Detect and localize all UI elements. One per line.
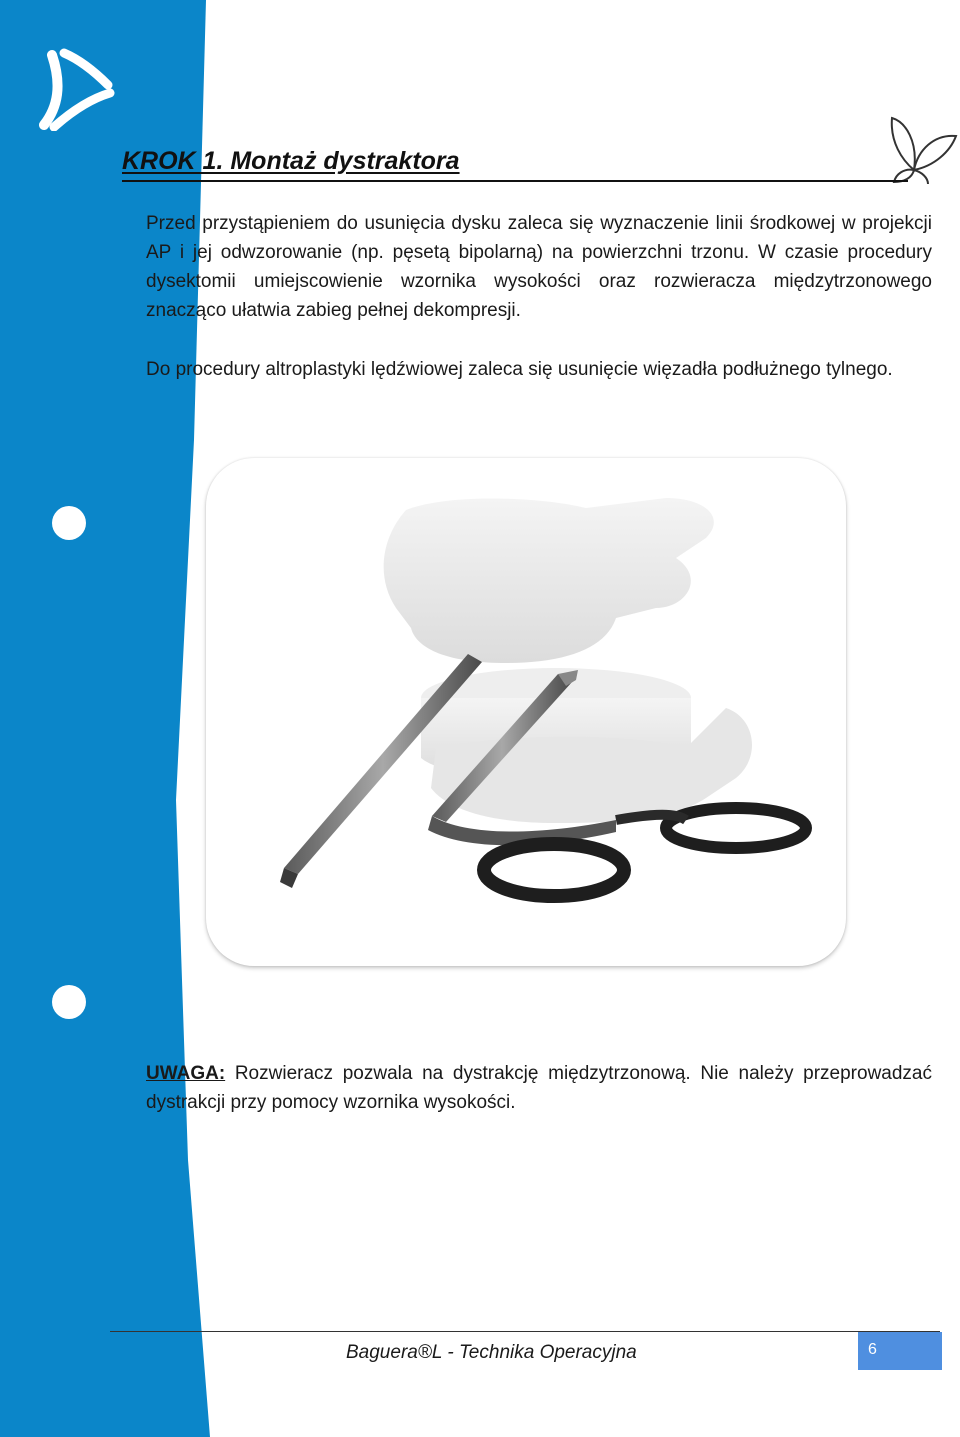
page-number-box	[858, 1332, 942, 1370]
paragraph-ligament: Do procedury altroplastyki lędźwiowej zaleca się usunięcie więzadła podłużnego tylnego.	[146, 359, 893, 380]
distractor-drawing	[206, 458, 846, 966]
distractor-illustration	[206, 458, 846, 966]
page-number: 6	[868, 1341, 877, 1358]
note-label: UWAGA:	[146, 1063, 226, 1084]
note-text: Rozwieracz pozwala na dystrakcję międzytrzonową. Nie należy przeprowadzać dystrakcji przy pomocy wzornika wysokości.	[146, 1063, 932, 1113]
footer-title: Baguera®L - Technika Operacyjna	[346, 1342, 637, 1363]
footer-divider	[110, 1331, 940, 1332]
paragraph-intro: Przed przystąpieniem do usunięcia dysku zaleca się wyznaczenie linii środkowej w projekcji AP i jej odwzorowanie (np. pęsetą bipolarną) na powierzchni trzonu. W czasie procedury dysektomii umiejscowienie wzornika wysokości oraz rozwieracza międzytrzonowego znacząco ułatwia zabieg pełnej dekompresji.	[146, 213, 932, 321]
heading-title: KROK 1. Montaż dystraktora	[122, 147, 460, 175]
brand-logo-icon	[38, 45, 118, 131]
note-paragraph	[146, 1059, 932, 1117]
binder-hole-top	[52, 506, 86, 540]
binder-hole-bottom	[52, 985, 86, 1019]
section-heading	[122, 144, 908, 182]
